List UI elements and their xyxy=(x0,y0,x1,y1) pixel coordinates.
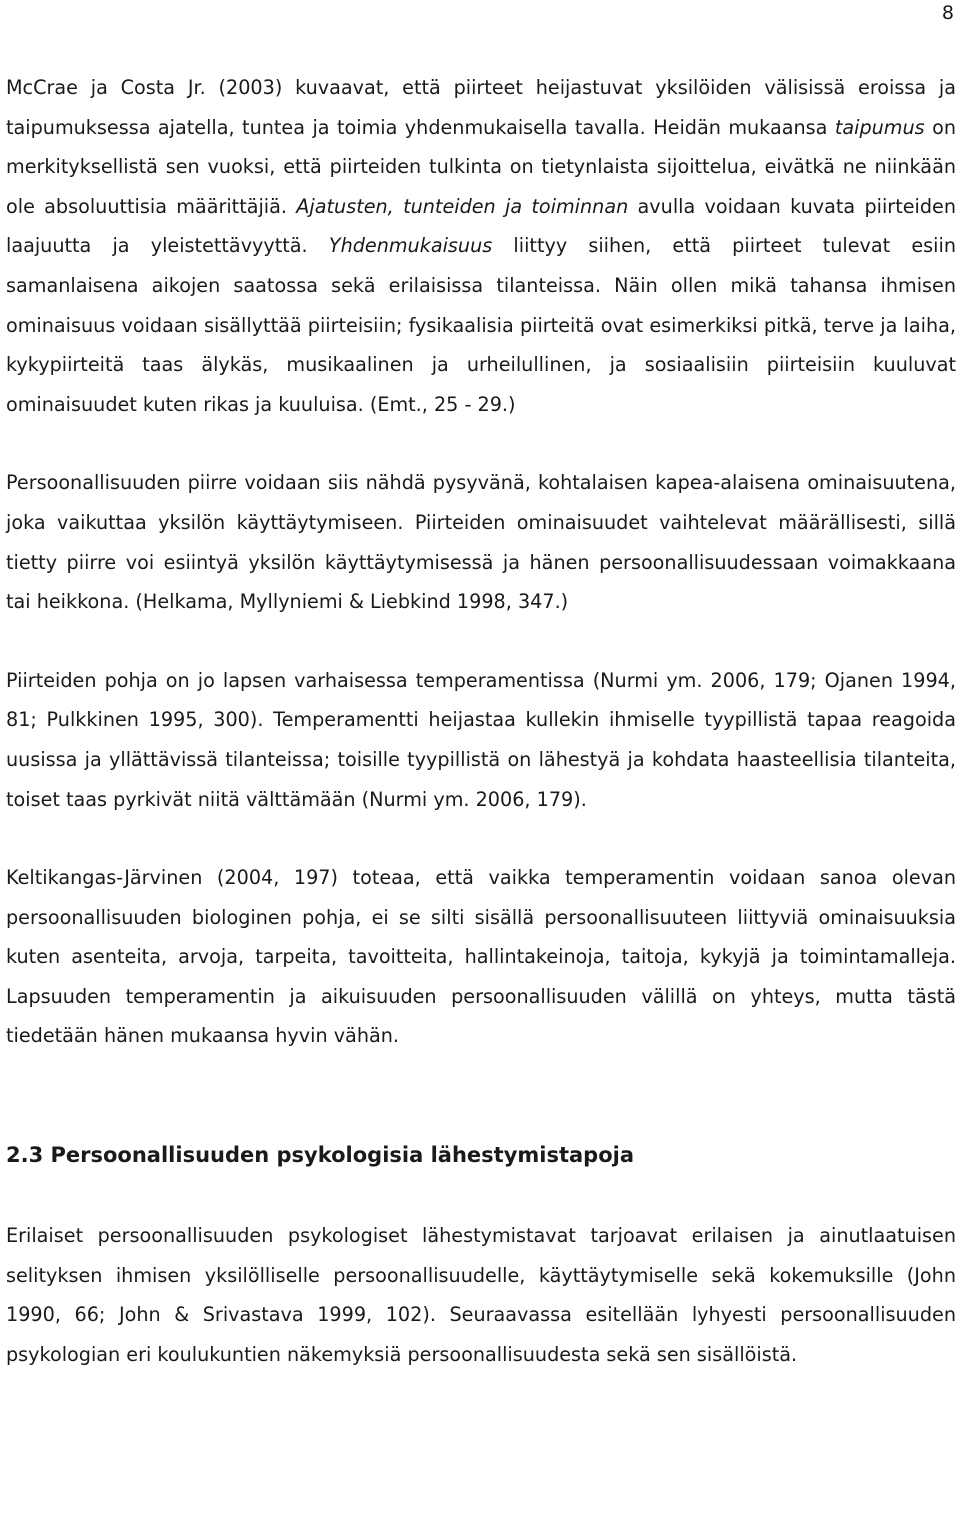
text-run: avulla voidaan kuvata piirteiden laajuutta ja yleistettävyyttä. xyxy=(6,194,957,258)
paragraph-traits-definition xyxy=(6,68,956,424)
italic-term-taipumus: taipumus xyxy=(834,115,925,139)
paragraph-biological-basis: Keltikangas-Järvinen (2004, 197) toteaa, että vaikka temperamentin voidaan sanoa olevan persoonallisuuden biologinen pohja, ei se silti sisällä persoonallisuuteen liittyviä ominaisuuksia kuten asenteita, arvoja, tarpeita, tavoitteita, hallintakeinoja, taitoja, kykyjä ja toimintamalleja. Lapsuuden temperamentin ja aikuisuuden persoonallisuuden välillä on yhteys, mutta tästä tiedetään hänen mukaansa hyvin vähän. xyxy=(6,866,956,1048)
section-heading: 2.3 Persoonallisuuden psykologisia lähestymistapoja xyxy=(6,1143,635,1168)
text-run: on merkityksellistä sen vuoksi, että piirteiden tulkinta on tietynlaista sijoittelua, eivätkä ne niinkään ole absoluuttisia määrittäjiä. xyxy=(6,115,956,218)
paragraph-trait-stability: Persoonallisuuden piirre voidaan siis nähdä pysyvänä, kohtalaisen kapea-alaisena ominaisuutena, joka vaikuttaa yksilön käyttäytymiseen. Piirteiden ominaisuudet vaihtelevat määrällisesti, sillä tietty piirre voi esiintyä yksilön käyttäytymisessä ja hänen persoonallisuudessaan voimakkaana tai heikkona. (Helkama, Myllyniemi & Liebkind 1998, 347.) xyxy=(6,471,956,614)
page-number: 8 xyxy=(941,2,954,24)
document-body xyxy=(6,68,956,1374)
text-run: liittyy siihen, että piirteet tulevat esiin samanlaisena aikojen saatossa sekä erilaisissa tilanteissa. Näin ollen mikä tahansa ihmisen ominaisuus voidaan sisällyttää piirteisiin; fysikaalisia piirteitä ovat esimerkiksi pitkä, terve ja laiha, kykypiirteitä taas älykäs, musikaalinen ja urheilullinen, ja sosiaalisiin piirteisiin kuuluvat ominaisuudet kuten rikas ja kuuluisa. (Emt., 25 - 29.) xyxy=(6,234,956,416)
paragraph-temperament: Piirteiden pohja on jo lapsen varhaisessa temperamentissa (Nurmi ym. 2006, 179; Ojanen 1994, 81; Pulkkinen 1995, 300). Temperamentti heijastaa kullekin ihmiselle tyypillistä tapaa reagoida uusissa ja yllättävissä tilanteissa; toisille tyypillistä on lähestyä ja kohdata haasteellisia tilanteita, toiset taas pyrkivät niitä välttämään (Nurmi ym. 2006, 179). xyxy=(6,668,956,811)
italic-term-yhdenmukaisuus: Yhdenmukaisuus xyxy=(328,234,493,258)
italic-term-thoughts-feelings-actions: Ajatusten, tunteiden ja toiminnan xyxy=(296,194,629,218)
text-run: McCrae ja Costa Jr. (2003) kuvaavat, että piirteet heijastuvat yksilöiden välisissä eroissa ja taipumuksessa ajatella, tuntea ja toimia yhdenmukaisella tavalla. Heidän mukaansa xyxy=(6,76,956,139)
paragraph-approaches-intro: Erilaiset persoonallisuuden psykologiset lähestymistavat tarjoavat erilaisen ja ainutlaatuisen selityksen ihmisen yksilölliselle persoonallisuudelle, käyttäytymiselle sekä kokemuksille (John 1990, 66; John & Srivastava 1999, 102). Seuraavassa esitellään lyhyesti persoonallisuuden psykologian eri koulukuntien näkemyksiä persoonallisuudesta sekä sen sisällöistä. xyxy=(6,1224,956,1366)
